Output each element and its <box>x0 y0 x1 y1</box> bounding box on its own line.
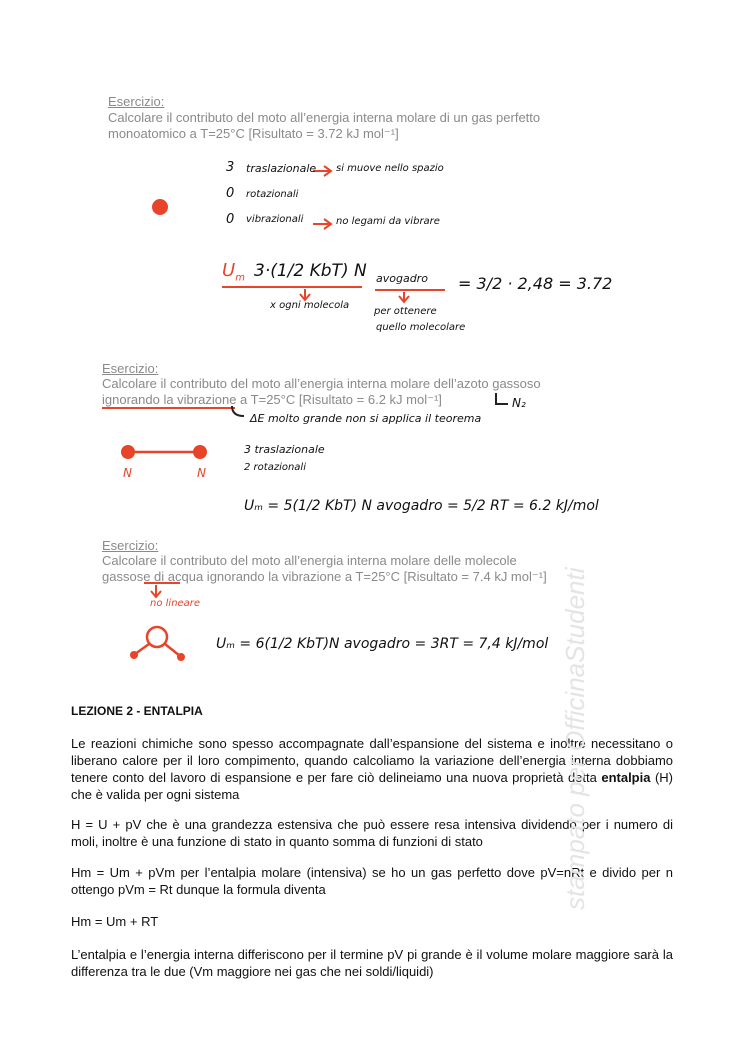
hw-note: traslazionale <box>246 162 317 175</box>
hw-note: 3 traslazionale <box>244 443 325 456</box>
exercise-line: monoatomico a T=25°C [Risultato = 3.72 kJ mol⁻¹] <box>108 126 399 141</box>
hw-note: quello molecolare <box>376 322 466 333</box>
paragraph: Hm = Um + pVm per l’entalpia molare (intensiva) se ho un gas perfetto dove pV=nRt e divido per n ottengo pVm = Rt dunque la formula diventa <box>71 865 673 897</box>
exercise-text-part: a T=25°C [Risultato = 6.2 kJ mol⁻¹] <box>236 392 442 407</box>
exercise-text <box>108 110 540 142</box>
hw-note: si muove nello spazio <box>336 163 444 174</box>
atom-dot <box>152 199 168 215</box>
hw-subscript: m <box>235 272 245 284</box>
hw-note: 2 rotazionali <box>244 462 306 473</box>
exercise-text <box>102 553 547 585</box>
highlight-text: ignorando la vibrazione <box>102 392 237 407</box>
hw-number: 0 <box>226 212 235 227</box>
arrow-down-icon <box>300 289 310 300</box>
paragraph: L’entalpia e l’energia interna differiscono per il termine pV pi grande è il volume molare maggiore sarà la differenza tra le due (Vm maggiore nei gas che nei soldi/liquidi) <box>71 947 673 979</box>
atom-label: N <box>197 466 206 480</box>
hw-formula: Uₘ = 5(1/2 KbT) N avogadro = 5/2 RT = 6.2 kJ/mol <box>244 498 599 514</box>
exercise-text-part: gassose di <box>102 569 168 584</box>
hw-number: 3 <box>226 160 235 175</box>
exercise-text <box>102 376 541 408</box>
arrow-down-icon <box>399 292 409 302</box>
hw-symbol: U <box>222 260 236 281</box>
paragraph-text: (H) che è valida per ogni sistema <box>71 770 673 802</box>
hw-note: ΔE molto grande non si applica il teorema <box>250 412 482 425</box>
hw-number: 0 <box>226 186 235 201</box>
exercise-line <box>102 569 547 585</box>
exercise-line: Calcolare il contributo del moto all’energia interna molare di un gas perfetto <box>108 110 541 125</box>
nitrogen-molecule-icon <box>121 445 207 459</box>
exercise-title: Esercizio: <box>108 94 165 109</box>
water-molecule-icon <box>130 627 185 661</box>
hw-note: N₂ <box>512 396 526 410</box>
exercise-line <box>102 392 541 408</box>
hw-result: = 3/2 · 2,48 = 3.72 <box>458 274 613 293</box>
hw-note: per ottenere <box>374 306 437 317</box>
watermark: stampato per OfficinaStudenti <box>560 567 590 910</box>
bold-term: entalpia <box>601 770 651 785</box>
hw-formula: Uₘ = 6(1/2 KbT)N avogadro = 3RT = 7,4 kJ/mol <box>216 636 549 652</box>
hw-note: no lineare <box>150 598 201 609</box>
arrow-icon <box>313 219 331 229</box>
exercise-title: Esercizio: <box>102 538 159 553</box>
exercise-text-part: ignorando la vibrazione a T=25°C [Risultato = 7.4 kJ mol⁻¹] <box>203 569 547 584</box>
hw-formula-symbol <box>222 260 245 284</box>
hw-formula-sub: avogadro <box>376 272 428 285</box>
hw-note: x ogni molecola <box>270 300 350 311</box>
paragraph-text: Le reazioni chimiche sono spesso accompagnate dall’espansione del sistema e inoltre necessitano o liberano calore per il loro compimento, quando calcoliamo la variazione dell’energia interna dobbiamo tenere conto del lavoro di espansione e per fare ciò delineiamo una nuova proprietà detta <box>71 736 673 785</box>
atom-label: N <box>123 466 132 480</box>
exercise-line: Calcolare il contributo del moto all’energia interna molare dell’azoto gassoso <box>102 376 541 391</box>
hw-formula: 3·(1/2 KbT) N <box>254 261 367 281</box>
arrow-down-icon <box>151 585 161 597</box>
hw-note: vibrazionali <box>246 214 304 225</box>
exercise-title: Esercizio: <box>102 361 159 376</box>
paragraph: H = U + pV che è una grandezza estensiva che può essere resa intensiva dividendo per i numero di moli, inoltre è una funzione di stato in quanto somma di funzioni di stato <box>71 817 673 849</box>
highlight-text: acqua <box>167 569 204 584</box>
section-title: LEZIONE 2 - ENTALPIA <box>71 704 203 718</box>
hw-note: rotazionali <box>246 189 299 200</box>
hw-note: no legami da vibrare <box>336 216 440 227</box>
formula-line: Hm = Um + RT <box>71 914 159 929</box>
exercise-line: Calcolare il contributo del moto all’energia interna molare delle molecole <box>102 553 517 568</box>
